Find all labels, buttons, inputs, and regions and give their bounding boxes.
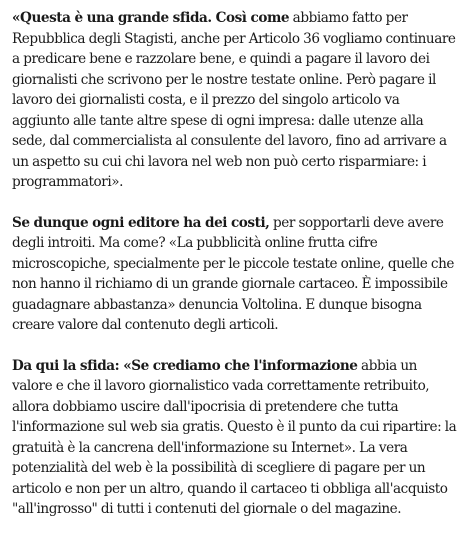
- paragraph-3-text: abbia un valore e che il lavoro giornalistico vada correttamente retribuito, allora dobbiamo uscire dall'ipocrisia di pretendere che tutta l'informazione sul web sia gratis. Questo è il punto da cui ripartire: la gratuità è la cancrena dell'informazione su Internet». La vera potenzialità del web è la possibilità di scegliere di pagare per un articolo e non per un altro, quando il cartaceo ti obbliga all'acquisto "all'ingrosso" di tutti i contenuti del giornale o del magazine.: [12, 357, 457, 517]
- paragraph-3: [12, 356, 458, 520]
- paragraph-3-lead: Da qui la sfida: «Se crediamo che l'informazione: [12, 357, 358, 374]
- paragraph-1-text: abbiamo fatto per Repubblica degli Stagisti, anche per Articolo 36 vogliamo continuare a predicare bene e razzolare bene, e quindi a pagare il lavoro dei giornalisti che scrivono per le nostre testate online. Però pagare il lavoro dei giornalisti costa, e il prezzo del singolo articolo va aggiunto alle tante altre spese di ogni impresa: dalle utenze alla sede, dal commercialista al consulente del lavoro, fino ad arrivare a un aspetto su cui chi lavora nel web non può certo risparmiare: i programmatori».: [12, 10, 456, 190]
- paragraph-1-lead: «Questa è una grande sfida. Così come: [12, 10, 290, 26]
- paragraph-2: [12, 213, 458, 336]
- paragraph-2-text: per sopportarli deve avere degli introiti. Ma come? «La pubblicità online frutta cifre microscopiche, specialmente per le piccole testate online, quelle che non hanno il richiamo di un grande giornale cartaceo. È impossibile guadagnare abbastanza» denuncia Voltolina. E dunque bisogna creare valore dal contenuto degli articoli.: [12, 214, 454, 333]
- paragraph-2-lead: Se dunque ogni editore ha dei costi,: [12, 214, 270, 231]
- paragraph-1: [12, 8, 458, 193]
- article-body: [12, 8, 458, 540]
